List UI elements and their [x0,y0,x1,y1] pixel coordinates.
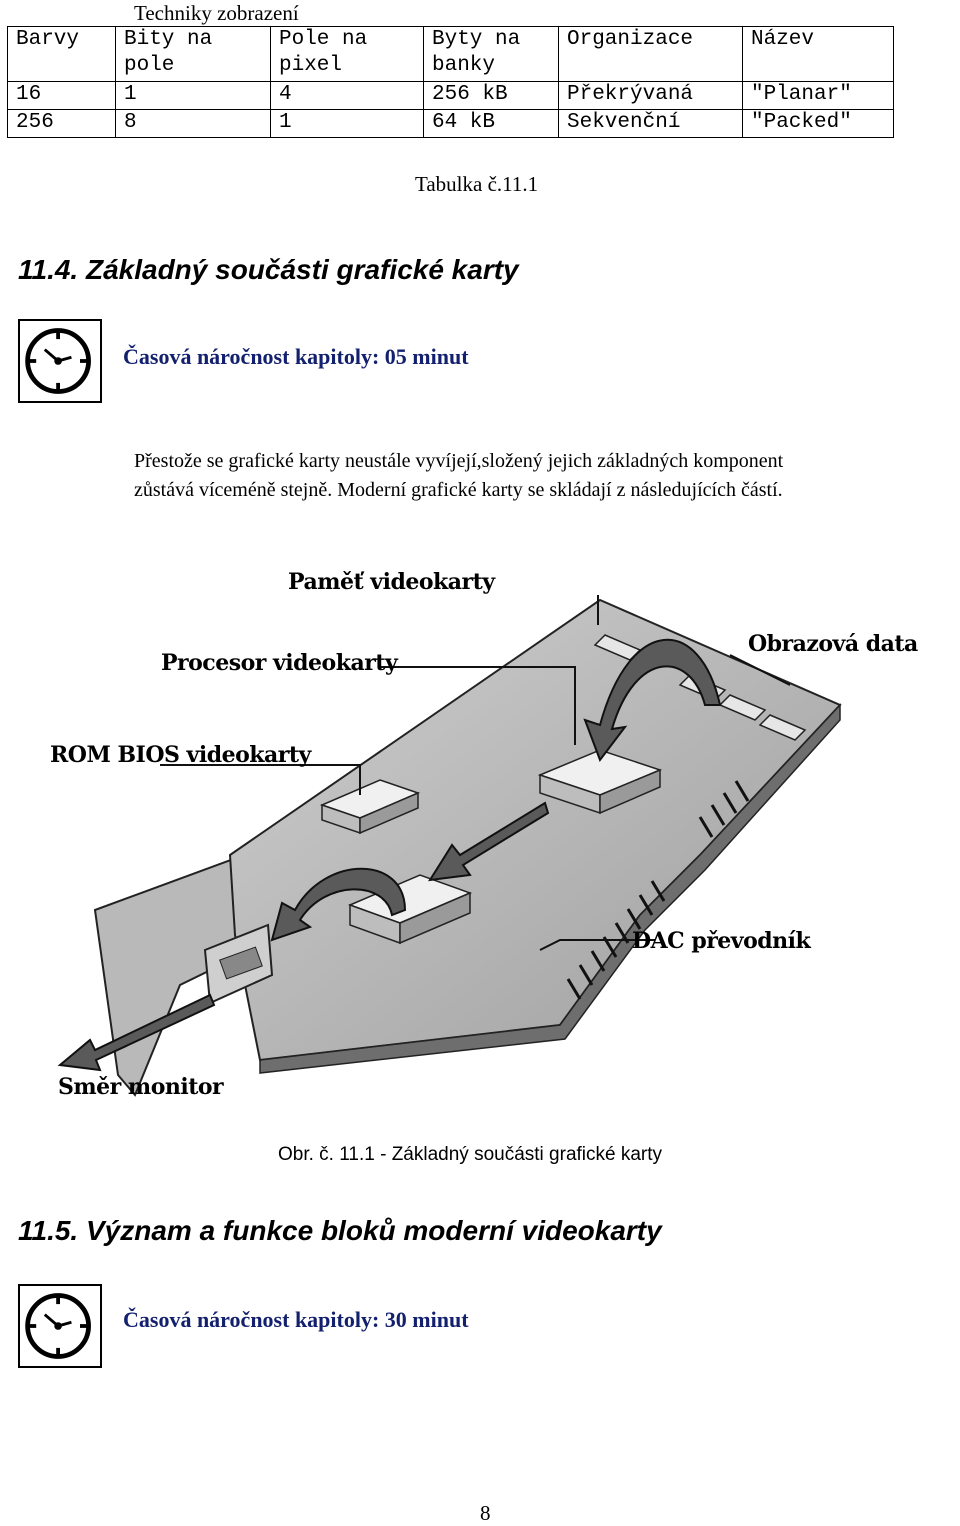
table-cell: 1 [116,82,271,110]
paragraph-line: Přestože se grafické karty neustále vyvíjejí,složený jejich základných komponent [134,450,784,472]
paragraph-line: zůstává víceméně stejně. Moderní grafické karty se skládají z následujících částí. [134,479,783,501]
table-cell: 1 [271,110,424,138]
graphics-card-figure [0,555,960,1115]
table-cell: "Planar" [743,82,894,110]
table-row [8,110,894,138]
header-cell: Barvy [8,27,116,82]
header-cell: Název [743,27,894,82]
label-video-processor: Procesor videokarty [161,650,398,676]
page-number: 8 [480,1501,491,1525]
label-monitor-direction: Směr monitor [58,1074,224,1100]
clock-icon [18,319,102,403]
display-techniques-table [7,26,894,138]
section-heading: 11.4. Základný součásti grafické karty [18,254,519,285]
table-cell: Překrývaná [559,82,743,110]
section-heading: 11.5. Význam a funkce bloků moderní videokarty [18,1215,662,1246]
clock-icon [18,1284,102,1368]
table-cell: "Packed" [743,110,894,138]
figure-caption: Obr. č. 11.1 - Základný součásti grafické karty [278,1144,663,1165]
table-row [8,82,894,110]
table-cell: 8 [116,110,271,138]
label-image-data: Obrazová data [748,631,918,657]
time-requirement: Časová náročnost kapitoly: 30 minut [123,1307,469,1332]
label-video-memory: Paměť videokarty [288,569,495,595]
table-header-row [8,27,894,82]
table-cell: 256 kB [424,82,559,110]
table-cell: 64 kB [424,110,559,138]
table-cell: 4 [271,82,424,110]
header-cell: Organizace [559,27,743,82]
table-caption: Techniky zobrazení [134,1,299,25]
header-cell: Pole na pixel [271,27,424,82]
header-cell: Bity na pole [116,27,271,82]
table-label: Tabulka č.11.1 [415,172,539,196]
table-cell: Sekvenční [559,110,743,138]
body-paragraph [134,447,960,505]
time-requirement: Časová náročnost kapitoly: 05 minut [123,344,469,369]
label-dac-converter: DAC převodník [632,928,811,954]
table-cell: 16 [8,82,116,110]
label-rom-bios: ROM BIOS videokarty [50,742,311,768]
table-cell: 256 [8,110,116,138]
header-cell: Byty na banky [424,27,559,82]
